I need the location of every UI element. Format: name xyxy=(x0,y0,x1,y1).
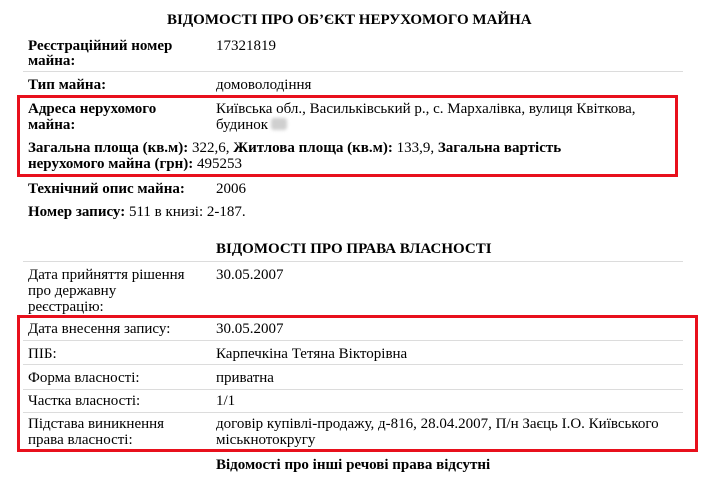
address-value-line1: Київська обл., Васильківський р., с. Мархалівка, вулиця Квіткова, xyxy=(216,101,636,117)
address-value-line2 xyxy=(216,117,287,134)
full-name-label: ПІБ: xyxy=(28,346,57,362)
section-title-property: ВІДОМОСТІ ПРО ОБ’ЄКТ НЕРУХОМОГО МАЙНА xyxy=(167,12,532,28)
full-name-value: Карпечкіна Тетяна Вікторівна xyxy=(216,346,408,362)
entry-date-value: 30.05.2007 xyxy=(216,321,284,337)
address-house-label: будинок xyxy=(216,117,269,133)
share-label: Частка власності: xyxy=(28,393,141,409)
decision-date-label-line2: про державну xyxy=(28,283,117,299)
property-type-label: Тип майна: xyxy=(28,77,107,93)
divider xyxy=(23,364,683,365)
total-cost-label-part2: нерухомого майна (грн): xyxy=(28,156,194,172)
share-value: 1/1 xyxy=(216,393,236,409)
basis-value-line1: договір купівлі-продажу, д-816, 28.04.2007, П/н Заєць І.О. Київського xyxy=(216,416,659,432)
decision-date-value: 30.05.2007 xyxy=(216,267,284,283)
basis-label-line2: права власності: xyxy=(28,432,133,448)
areas-line2 xyxy=(28,156,242,173)
divider xyxy=(23,340,683,341)
decision-date-label-line1: Дата прийняття рішення xyxy=(28,267,185,283)
reg-number-label-line1: Реєстраційний номер xyxy=(28,38,173,54)
basis-label-line1: Підстава виникнення xyxy=(28,416,165,432)
entry-date-label: Дата внесення запису: xyxy=(28,321,171,337)
tech-description-label: Технічний опис майна: xyxy=(28,181,185,197)
address-label-line1: Адреса нерухомого xyxy=(28,101,157,117)
ownership-form-value: приватна xyxy=(216,370,274,386)
redacted-house-number xyxy=(271,118,287,130)
tech-description-value: 2006 xyxy=(216,181,246,197)
footer-note: Відомості про інші речові права відсутні xyxy=(216,457,491,473)
record-number xyxy=(28,204,246,221)
divider xyxy=(23,71,683,72)
decision-date-label-line3: реєстрацію: xyxy=(28,299,104,315)
total-cost-value: 495253 xyxy=(193,156,242,172)
property-type-value: домоволодіння xyxy=(216,77,312,93)
ownership-form-label: Форма власності: xyxy=(28,370,140,386)
total-area-value: 322,6, xyxy=(188,140,234,156)
divider xyxy=(23,412,683,413)
record-number-label: Номер запису: xyxy=(28,204,126,220)
divider xyxy=(23,389,683,390)
living-area-label: Житлова площа (кв.м): xyxy=(233,140,393,156)
section-title-ownership: ВІДОМОСТІ ПРО ПРАВА ВЛАСНОСТІ xyxy=(216,241,492,257)
total-area-label: Загальна площа (кв.м): xyxy=(28,140,189,156)
divider xyxy=(23,261,683,262)
reg-number-label-line2: майна: xyxy=(28,53,76,69)
reg-number-value: 17321819 xyxy=(216,38,276,54)
record-number-value: 511 в книзі: 2-187. xyxy=(125,204,246,220)
total-cost-label-part1: Загальна вартість xyxy=(437,140,562,156)
areas-line1 xyxy=(28,140,561,157)
living-area-value: 133,9, xyxy=(392,140,438,156)
address-label-line2: майна: xyxy=(28,117,76,133)
basis-value-line2: міськнотокругу xyxy=(216,432,316,448)
